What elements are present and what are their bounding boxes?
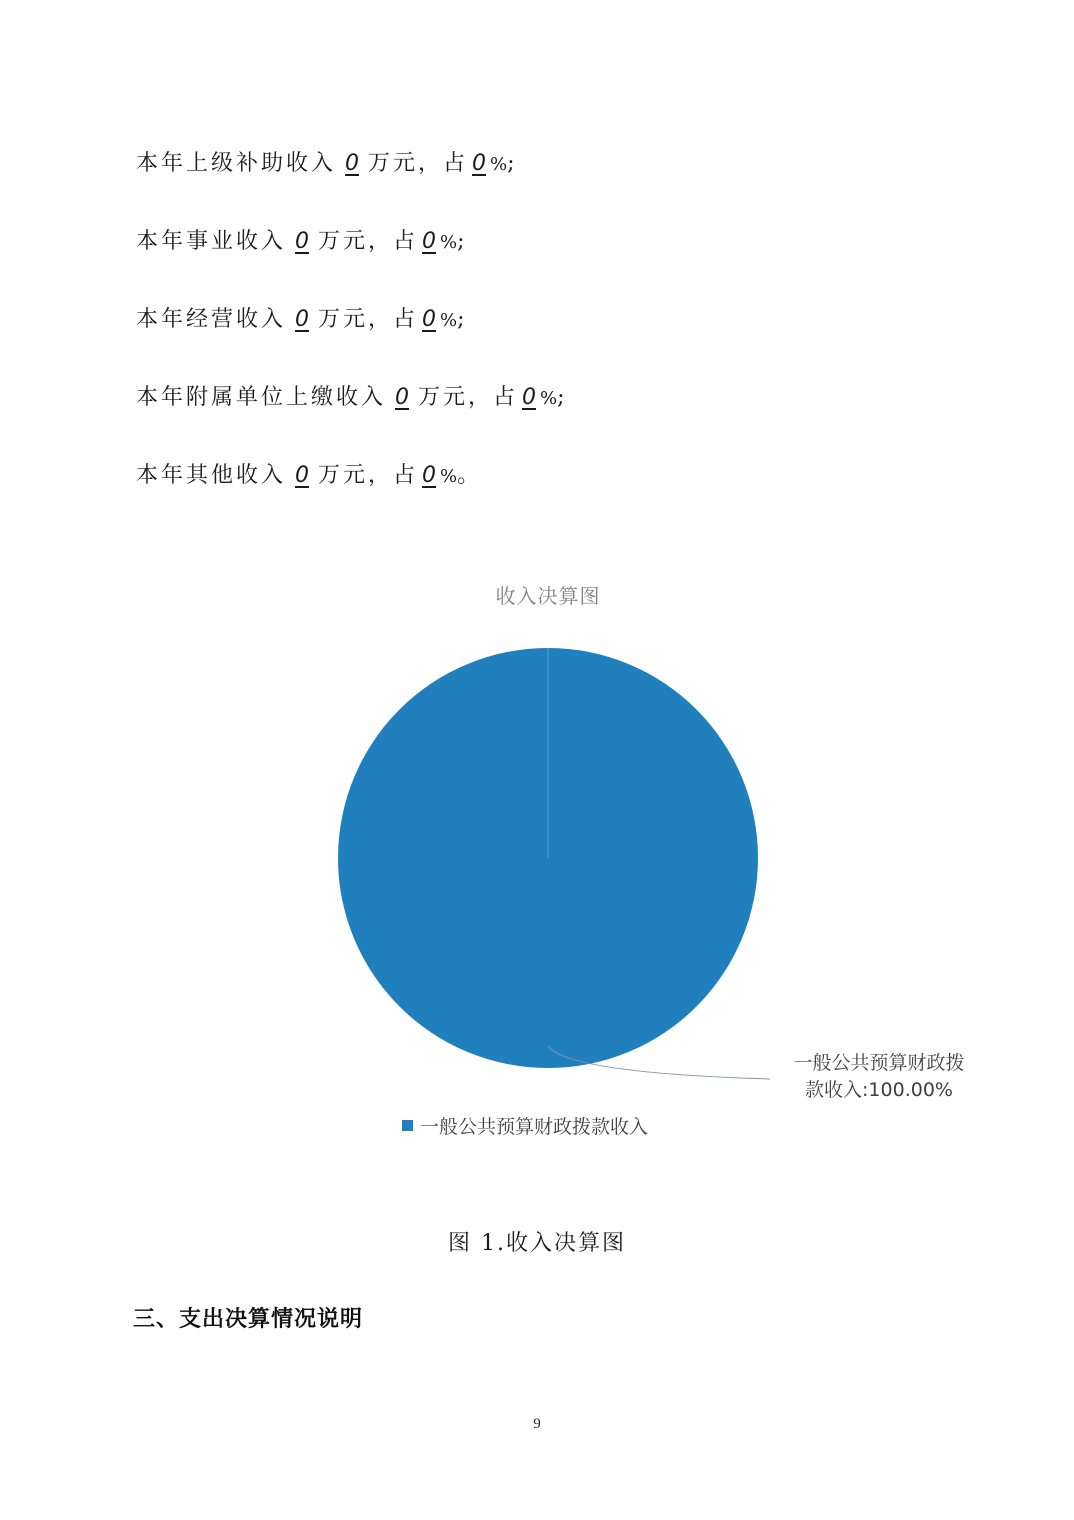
section-heading: 三、支出决算情况说明 (133, 1307, 364, 1332)
line-end: ; (557, 385, 568, 410)
figure-caption: 图 1.收入决算图 (448, 1231, 626, 1256)
line-unit: 万元，占 (318, 463, 419, 488)
line-unit: 万元，占 (318, 229, 419, 254)
percent-value: 0 (472, 151, 487, 176)
amount-value: 0 (295, 307, 310, 332)
percent-value: 0 (422, 229, 437, 254)
line-unit: 万元，占 (368, 151, 469, 176)
line-prefix: 本年经营收入 (136, 307, 287, 332)
amount-value: 0 (345, 151, 360, 176)
chart-legend (402, 1112, 648, 1139)
line-prefix: 本年上级补助收入 (136, 151, 337, 176)
page-number: 9 (533, 1416, 541, 1432)
percent-sign: % (440, 310, 458, 331)
pie-data-label-line1: 一般公共预算财政拨 (793, 1052, 965, 1074)
pie-data-label-line2: 款收入:100.00% (805, 1079, 953, 1101)
line-end: ; (457, 307, 468, 332)
legend-swatch (402, 1120, 413, 1131)
percent-value: 0 (422, 463, 437, 488)
line-prefix: 本年事业收入 (136, 229, 287, 254)
percent-sign: % (540, 388, 558, 409)
line-unit: 万元，占 (318, 307, 419, 332)
line-end: 。 (457, 463, 483, 488)
legend-entry-label: 一般公共预算财政拨款收入 (420, 1116, 649, 1138)
line-unit: 万元，占 (418, 385, 519, 410)
chart-title: 收入决算图 (495, 584, 601, 608)
line-prefix: 本年附属单位上缴收入 (136, 385, 387, 410)
percent-sign: % (440, 232, 458, 253)
amount-value: 0 (295, 463, 310, 488)
pie-data-label (772, 1050, 986, 1104)
percent-value: 0 (422, 307, 437, 332)
line-end: ; (457, 229, 468, 254)
amount-value: 0 (395, 385, 410, 410)
percent-sign: % (490, 154, 508, 175)
percent-sign: % (440, 466, 458, 487)
amount-value: 0 (295, 229, 310, 254)
line-end: ; (507, 151, 518, 176)
percent-value: 0 (522, 385, 537, 410)
line-prefix: 本年其他收入 (136, 463, 287, 488)
